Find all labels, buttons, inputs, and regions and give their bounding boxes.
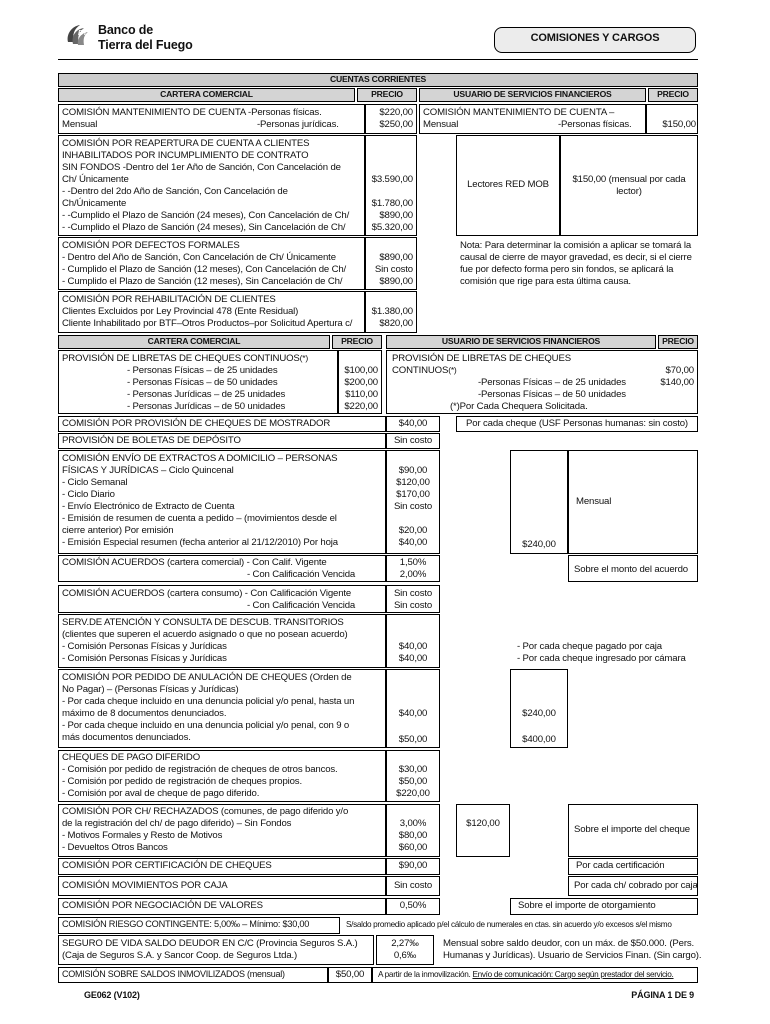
row4-line-2: Cliente Inhabilitado por BTF–Otros Productos–por Solicitud Apertura c/ (62, 318, 353, 329)
row8-price-5: $20,00 (398, 525, 428, 536)
row4-price-2: $820,00 (379, 318, 413, 329)
row14-line-3: - Devueltos Otros Bancos (62, 842, 168, 853)
row13-line-2: - Comisión por pedido de registración de cheques propios. (62, 776, 302, 787)
row5-user-2 (392, 365, 457, 377)
row11-line-0: SERV.DE ATENCIÓN Y CONSULTA DE DESCUB. TRANSITORIOS (62, 617, 344, 628)
row12-price-2: $50,00 (398, 734, 428, 745)
row4-line-0: COMISIÓN POR REHABILITACIÓN DE CLIENTES (62, 294, 276, 305)
row1-price-2: $250,00 (379, 119, 413, 130)
row9-label-2: - Con Calificación Vencida (247, 569, 356, 580)
row20-user-1: A partir de la inmovilización. (378, 970, 473, 979)
row13-line-0: CHEQUES DE PAGO DIFERIDO (62, 752, 201, 763)
row14-price-1: 3,00% (399, 818, 427, 829)
header-precio: PRECIO (357, 88, 417, 102)
row19-label-1: SEGURO DE VIDA SALDO DEUDOR EN C/C (Provincia Seguros S.A.) (62, 938, 358, 949)
row12-line-0: COMISIÓN POR PEDIDO DE ANULACIÓN DE CHEQUES (Orden de (62, 672, 352, 683)
bank-name-line2: Tierra del Fuego (98, 38, 193, 52)
row11-line-1: (clientes que superen el acuerdo asignado o que no posean acuerdo) (62, 629, 348, 640)
row9-price-2: 2,00% (399, 569, 427, 580)
row4-price-1: $1.380,00 (371, 306, 413, 317)
row8-user-text: Mensual (576, 496, 612, 507)
row5-title (62, 353, 308, 365)
row19-user-1: Mensual sobre saldo deudor, con un máx. de $50.000. (Pers. (443, 938, 695, 949)
row8-price-1: $90,00 (398, 465, 428, 476)
row11-user-1: - Por cada cheque pagado por caja (517, 641, 662, 652)
row13-price-2: $50,00 (398, 776, 428, 787)
row16-price-val: Sin costo (393, 880, 433, 891)
row12-line-4: - Por cada cheque incluido en una denuncia policial y/o penal, con 9 o (62, 720, 350, 731)
row8-line-2: - Ciclo Semanal (62, 477, 128, 488)
row8-user-price-val: $240,00 (522, 539, 556, 550)
row8-price-3: $170,00 (396, 489, 430, 500)
row5-price-0: $100,00 (344, 365, 378, 376)
row13-line-1: - Comisión por pedido de registración de cheques de otros bancos. (62, 764, 338, 775)
row14-price-2: $80,00 (398, 830, 428, 841)
row12-line-1: No Pagar) – (Personas Físicas y Jurídicas) (62, 684, 239, 695)
header2-precio: PRECIO (332, 335, 382, 349)
row8-price-6: $40,00 (398, 537, 428, 548)
row11-price-2: $40,00 (398, 653, 428, 664)
row20-user (378, 969, 674, 981)
section-title: CUENTAS CORRIENTES (58, 73, 698, 87)
row10-label-1: COMISIÓN ACUERDOS (cartera consumo) - Con Calificación Vigente (62, 588, 352, 599)
row6-price-val: $40,00 (398, 418, 428, 429)
header2-usuario: USUARIO DE SERVICIOS FINANCIEROS (386, 335, 656, 349)
row17-price-val: 0,50% (399, 900, 427, 911)
row16-label: COMISIÓN MOVIMIENTOS POR CAJA (62, 880, 228, 891)
row8-price-2: $120,00 (396, 477, 430, 488)
row2-line-5: Ch/Únicamente (62, 198, 127, 209)
row13-price-3: $220,00 (396, 788, 430, 799)
row3-note-3: comisión que rige para esta última causa. (460, 276, 631, 287)
row1-user-price-val: $150,00 (662, 119, 696, 130)
row5-price-2: $110,00 (345, 389, 378, 400)
row2-line-7: - -Cumplido el Plazo de Sanción (24 meses), Sin Cancelación de Ch/ (62, 222, 346, 233)
row5-user-1: PROVISIÓN DE LIBRETAS DE CHEQUES (392, 353, 571, 364)
row14-user-price-val: $120,00 (466, 818, 500, 829)
row3-line-2: - Cumplido el Plazo de Sanción (12 meses), Con Cancelación de Ch/ (62, 264, 347, 275)
row3-note-0: Nota: Para determinar la comisión a aplicar se tomará la (460, 240, 692, 251)
row15-user-text: Por cada certificación (576, 860, 665, 871)
header-rule (58, 59, 698, 60)
row15-price-val: $90,00 (398, 860, 428, 871)
row12-line-2: - Por cada cheque incluido en una denuncia policial y/o penal, hasta un (62, 696, 355, 707)
row8-line-5: - Emisión de resumen de cuenta a pedido – (movimientos desde el (62, 513, 337, 524)
row20-user-2: Envío de comunicación: Cargo según prestador del servicio. (472, 970, 674, 979)
row14-line-1: de la registración del ch/ de pago diferido) – Sin Fondos (62, 818, 292, 829)
row3-line-1: - Dentro del Año de Sanción, Con Cancelación de Ch/ Únicamente (62, 252, 336, 263)
row5-user-5: (*)Por Cada Chequera Solicitada. (450, 401, 588, 412)
row5-user-4: -Personas Físicas – de 50 unidades (478, 389, 626, 400)
row5-user-price-1: $70,00 (665, 365, 694, 376)
row11-line-2: - Comisión Personas Físicas y Jurídicas (62, 641, 227, 652)
row8-line-7: - Emisión Especial resumen (fecha anterior al 21/12/2010) Por hoja (62, 537, 338, 548)
row15-label: COMISIÓN POR CERTIFICACIÓN DE CHEQUES (62, 860, 272, 871)
row20-label: COMISIÓN SOBRE SALDOS INMOVILIZADOS (mensual) (62, 969, 285, 979)
row2-user-text: Lectores RED MOB (467, 179, 549, 190)
row2-user-price-1: $150,00 (mensual por cada (572, 174, 686, 185)
footer-page: PÁGINA 1 DE 9 (631, 990, 694, 1000)
row5-item-3: - Personas Jurídicas – de 50 unidades (127, 401, 286, 412)
row8-line-6: cierre anterior) Por emisión (62, 525, 174, 536)
row10-label-2: - Con Calificación Vencida (247, 600, 356, 611)
row3-price-1: $890,00 (379, 252, 413, 263)
row12-line-3: máximo de 8 documentos denunciados. (62, 708, 227, 719)
header2-cartera: CARTERA COMERCIAL (58, 335, 330, 349)
row9-price-1: 1,50% (399, 557, 427, 568)
row1-user-1: COMISIÓN MANTENIMIENTO DE CUENTA – (423, 107, 615, 118)
row7-price-val: Sin costo (393, 435, 433, 446)
row3-price-2: Sin costo (374, 264, 413, 275)
row8-line-3: - Ciclo Diario (62, 489, 115, 500)
row12-line-5: más documentos denunciados. (62, 732, 191, 743)
row10-price-1: Sin costo (393, 588, 433, 599)
row3-note-2: fue por defecto forma pero sin fondos, se aplicará la (460, 264, 674, 275)
row18-user-text: S/saldo promedio aplicado p/el cálculo de numerales en ctas. sin acuerdo y/o excesos s/el mismo (346, 920, 672, 929)
row14-user-text: Sobre el importe del cheque (574, 824, 690, 835)
row16-user-text: Por cada ch/ cobrado por caja (574, 880, 698, 891)
row2-line-1: INHABILITADOS POR INCUMPLIMIENTO DE CONTRATO (62, 150, 309, 161)
row19-label-2: (Caja de Seguros S.A. y Sancor Coop. de Seguros Ltda.) (62, 950, 298, 961)
row11-line-3: - Comisión Personas Físicas y Jurídicas (62, 653, 227, 664)
row12-user-price-2: $400,00 (522, 734, 556, 745)
row1-label-2b: -Personas jurídicas. (257, 119, 339, 130)
row9-label-1: COMISIÓN ACUERDOS (cartera comercial) - Con Calif. Vigente (62, 557, 327, 568)
row20-price-val: $50,00 (335, 969, 365, 980)
row1-user-2b: -Personas físicas. (558, 119, 632, 130)
row3-line-0: COMISIÓN POR DEFECTOS FORMALES (62, 240, 240, 251)
row5-user-2-mark: (*) (448, 365, 457, 375)
row5-price-1: $200,00 (344, 377, 378, 388)
row12-price-1: $40,00 (398, 708, 428, 719)
row2-line-3: Ch/ Únicamente (62, 174, 129, 185)
row8-line-0: COMISIÓN ENVÍO DE EXTRACTOS A DOMICILIO – PERSONAS (62, 453, 338, 464)
row10-price-2: Sin costo (393, 600, 433, 611)
row19-price-1: 2,27‰ (391, 938, 419, 949)
header2-precio-usuario: PRECIO (658, 335, 698, 349)
row8-price-4: Sin costo (393, 501, 433, 512)
row19-price-2: 0,6‰ (393, 950, 417, 961)
row2-line-6: - -Cumplido el Plazo de Sanción (24 meses), Con Cancelación de Ch/ (62, 210, 350, 221)
row3-note-1: causal de cierre de mayor gravedad, es decir, si el cierre (460, 252, 692, 263)
row1-user-2a: Mensual (423, 119, 459, 130)
row14-user-price (456, 804, 510, 857)
row5-user-price-2: $140,00 (660, 377, 694, 388)
row5-user-2-text: CONTINUOS (392, 365, 449, 376)
row5-item-1: - Personas Físicas – de 50 unidades (127, 377, 278, 388)
header-precio-usuario: PRECIO (648, 88, 698, 102)
row2-line-2: SIN FONDOS -Dentro del 1er Año de Sanción, Con Cancelación de (62, 162, 341, 173)
bank-logo-text: BTF (78, 30, 92, 37)
row11-user-2: - Por cada cheque ingresado por cámara (517, 653, 686, 664)
row8-line-1: FÍSICAS Y JURÍDICAS – Ciclo Quincenal (62, 465, 234, 476)
row2-price-4: $5.320,00 (371, 222, 413, 233)
row8-line-4: - Envío Electrónico de Extracto de Cuenta (62, 501, 235, 512)
row1-price-1: $220,00 (379, 107, 413, 118)
row4-line-1: Clientes Excluidos por Ley Provincial 478 (Ente Residual) (62, 306, 299, 317)
row5-item-2: - Personas Jurídicas – de 25 unidades (127, 389, 286, 400)
row9-user-text: Sobre el monto del acuerdo (574, 564, 688, 575)
row19-user-2: Humanas y Jurídicas). Usuario de Servicios Finan. (Sin cargo). (443, 950, 702, 961)
header-cartera: CARTERA COMERCIAL (58, 88, 355, 102)
row17-user-text: Sobre el importe de otorgamiento (518, 900, 656, 911)
row13-line-3: - Comisión por aval de cheque de pago diferido. (62, 788, 260, 799)
page-title: COMISIONES Y CARGOS (530, 32, 660, 44)
row2-line-0: COMISIÓN POR REAPERTURA DE CUENTA A CLIENTES (62, 138, 310, 149)
row2-price-3: $890,00 (379, 210, 413, 221)
footer-code: GE062 (V102) (84, 990, 140, 1000)
row2-price-1: $3.590,00 (371, 174, 413, 185)
row3-line-3: - Cumplido el Plazo de Sanción (12 meses), Sin Cancelación de Ch/ (62, 276, 343, 287)
header-usuario: USUARIO DE SERVICIOS FINANCIEROS (419, 88, 646, 102)
bank-name-line1: Banco de (98, 23, 154, 37)
row12-user-price-1: $240,00 (522, 708, 556, 719)
row14-line-0: COMISIÓN POR CH/ RECHAZADOS (comunes, de pago diferido y/o (62, 806, 349, 817)
row3-price-3: $890,00 (379, 276, 413, 287)
row2-line-4: - -Dentro del 2do Año de Sanción, Con Cancelación de (62, 186, 288, 197)
row5-item-0: - Personas Físicas – de 25 unidades (127, 365, 278, 376)
row14-price-3: $60,00 (398, 842, 428, 853)
row13-price-1: $30,00 (398, 764, 428, 775)
row5-price-3: $220,00 (344, 401, 378, 412)
row5-title-text: PROVISIÓN DE LIBRETAS DE CHEQUES CONTINUOS (62, 353, 300, 364)
row6-user-text: Por cada cheque (USF Personas humanas: sin costo) (466, 418, 688, 429)
row17-label: COMISIÓN POR NEGOCIACIÓN DE VALORES (62, 900, 263, 911)
row1-label-2a: Mensual (62, 119, 98, 130)
row2-price-2: $1.780,00 (371, 198, 413, 209)
row6-label: COMISIÓN POR PROVISIÓN DE CHEQUES DE MOSTRADOR (62, 418, 331, 429)
row5-title-mark: (*) (299, 353, 308, 363)
row7-label: PROVISIÓN DE BOLETAS DE DEPÓSITO (62, 435, 241, 446)
row14-line-2: - Motivos Formales y Resto de Motivos (62, 830, 223, 841)
row18-label: COMISIÓN RIESGO CONTINGENTE: 5,00‰ – Mínimo: $30,00 (62, 919, 310, 929)
row11-price-1: $40,00 (398, 641, 428, 652)
row2-user-price-2: lector) (616, 186, 642, 197)
row1-label-1: COMISIÓN MANTENIMIENTO DE CUENTA -Personas físicas. (62, 107, 322, 118)
row5-user-3: -Personas Físicas – de 25 unidades (478, 377, 626, 388)
